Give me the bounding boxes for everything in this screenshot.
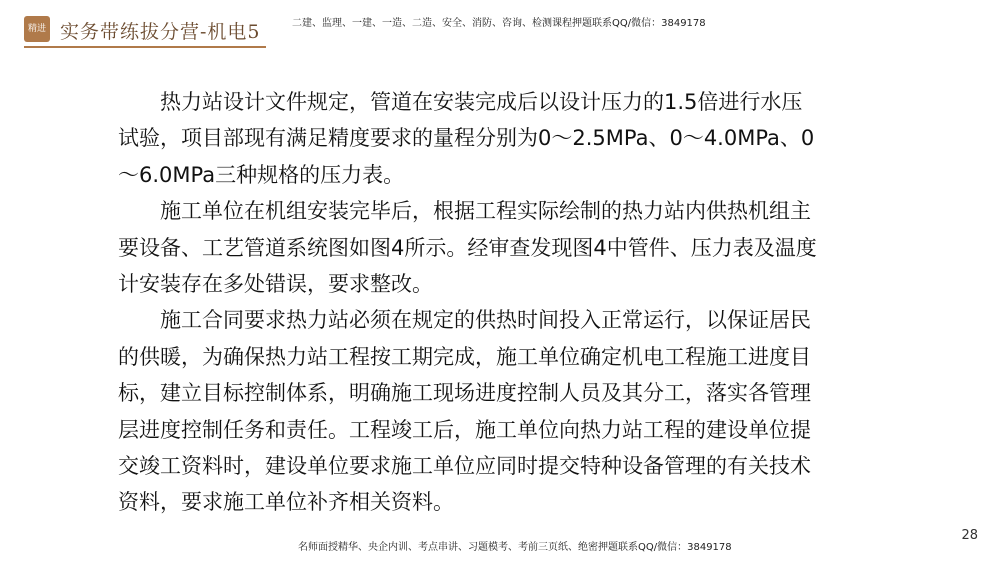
paragraph-2: 施工单位在机组安装完毕后，根据工程实际绘制的热力站内供热机组主要设备、工艺管道系统图如图4所示。经审查发现图4中管件、压力表及温度计安装存在多处错误，要求整改。 [118,199,817,297]
paragraph-3: 施工合同要求热力站必须在规定的供热时间投入正常运行，以保证居民的供暖，为确保热力站工程按工期完成，施工单位确定机电工程施工进度目标，建立目标控制体系，明确施工现场进度控制人员及其分工，落实各管理层进度控制任务和责任。工程竣工后，施工单位向热力站工程的建设单位提交竣工资料时，建设单位要求施工单位应同时提交特种设备管理的有关技术资料，要求施工单位补齐相关资料。 [118,308,811,515]
title-underline [24,46,266,48]
page-number: 28 [961,528,978,543]
brand-logo-text: 精进 [27,23,46,34]
header-promo-text: 二建、监理、一建、一造、二造、安全、消防、咨询、检测课程押题联系QQ/微信：3849178 [292,18,706,29]
brand-logo [24,16,50,42]
body-text [118,84,818,521]
footer-promo-text: 名师面授精华、央企内训、考点串讲、习题模考、考前三页纸、绝密押题联系QQ/微信：3849178 [298,542,732,553]
paragraph-1: 热力站设计文件规定，管道在安装完成后以设计压力的1.5倍进行水压试验，项目部现有满足精度要求的量程分别为0～2.5MPa、0～4.0MPa、0～6.0MPa三种规格的压力表。 [118,90,815,187]
page-title: 实务带练拔分营-机电5 [60,21,261,43]
